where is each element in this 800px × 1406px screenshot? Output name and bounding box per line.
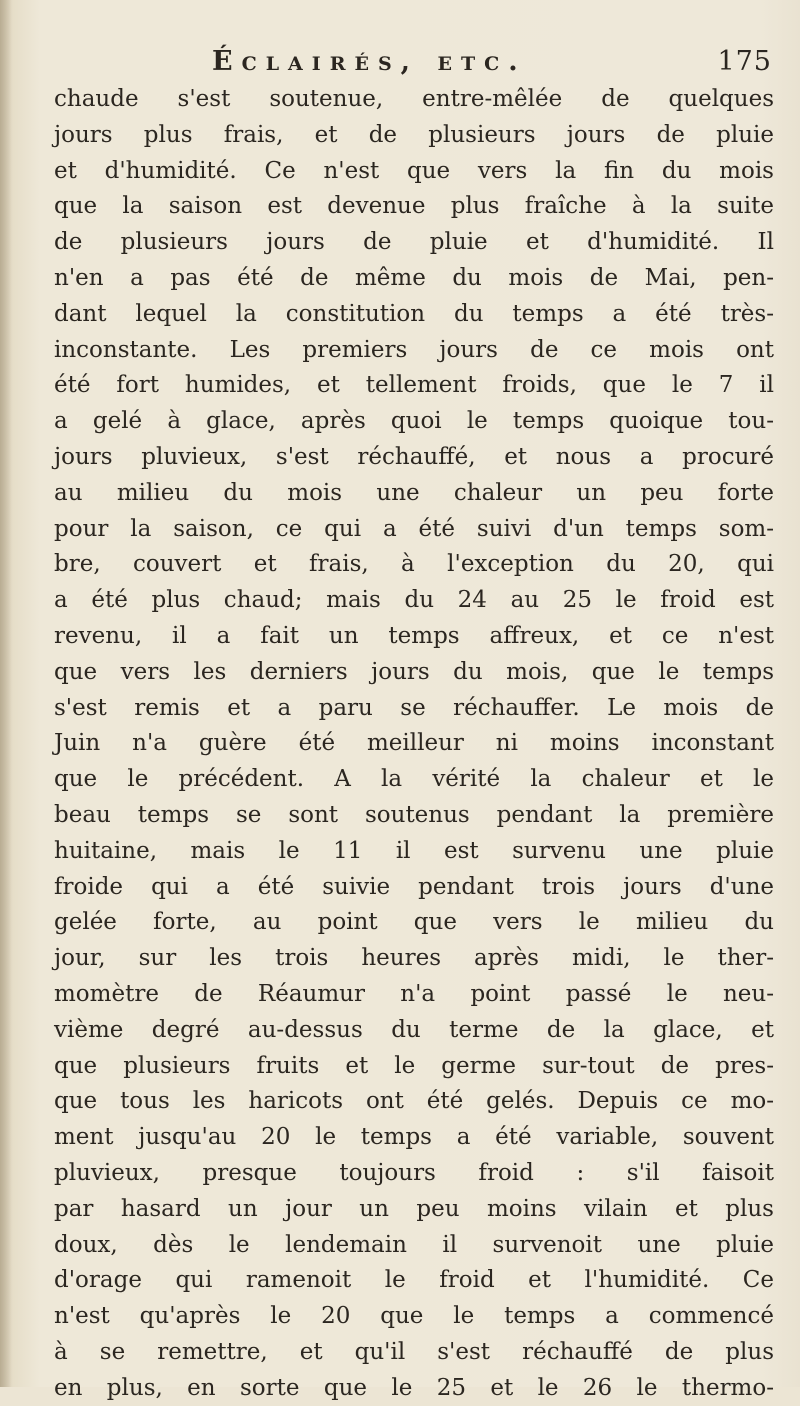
text-line: a été plus chaud; mais du 24 au 25 le froid est — [54, 587, 774, 614]
text-line: pour la saison, ce qui a été suivi d'un temps som- — [54, 515, 774, 542]
text-line: à se remettre, et qu'il s'est réchauffé de plus — [54, 1338, 774, 1365]
text-line: jours plus frais, et de plusieurs jours de pluie — [54, 121, 774, 148]
text-line: jour, sur les trois heures après midi, le ther- — [54, 945, 774, 972]
page-gutter-shadow — [0, 0, 12, 1387]
body-text — [54, 82, 774, 1406]
running-header — [212, 42, 772, 82]
text-line: au milieu du mois une chaleur un peu forte — [54, 479, 774, 506]
text-line: gelée forte, au point que vers le milieu du — [54, 909, 774, 936]
text-line: pluvieux, presque toujours froid : s'il faisoit — [54, 1159, 774, 1186]
text-line: en plus, en sorte que le 25 et le 26 le thermo- — [54, 1374, 774, 1401]
text-line: froide qui a été suivie pendant trois jours d'une — [54, 873, 774, 900]
text-line: vième degré au-dessus du terme de la glace, et — [54, 1016, 774, 1043]
text-line: n'en a pas été de même du mois de Mai, pen- — [54, 264, 774, 291]
text-line: que plusieurs fruits et le germe sur-tout de pres- — [54, 1052, 774, 1079]
text-line: n'est qu'après le 20 que le temps a commencé — [54, 1303, 774, 1330]
text-line: été fort humides, et tellement froids, que le 7 il — [54, 372, 774, 399]
running-title: Éclairés, etc. — [212, 46, 527, 77]
text-line: que tous les haricots ont été gelés. Depuis ce mo- — [54, 1088, 774, 1115]
page-number: 175 — [717, 46, 772, 77]
text-line: d'orage qui ramenoit le froid et l'humidité. Ce — [54, 1267, 774, 1294]
text-line: chaude s'est soutenue, entre-mêlée de quelques — [54, 86, 774, 112]
text-line: revenu, il a fait un temps affreux, et ce n'est — [54, 622, 774, 649]
text-line: et d'humidité. Ce n'est que vers la fin du mois — [54, 157, 774, 184]
text-line: beau temps se sont soutenus pendant la première — [54, 801, 774, 828]
text-line: ment jusqu'au 20 le temps a été variable, souvent — [54, 1124, 774, 1151]
text-line: doux, dès le lendemain il survenoit une pluie — [54, 1231, 774, 1258]
text-line: de plusieurs jours de pluie et d'humidité. Il — [54, 229, 774, 256]
text-line: momètre de Réaumur n'a point passé le neu- — [54, 980, 774, 1007]
text-line: a gelé à glace, après quoi le temps quoique tou- — [54, 408, 774, 435]
text-line: Juin n'a guère été meilleur ni moins inconstant — [54, 730, 774, 757]
text-line: que vers les derniers jours du mois, que le temps — [54, 658, 774, 685]
text-line: que la saison est devenue plus fraîche à la suite — [54, 193, 774, 220]
text-line: bre, couvert et frais, à l'exception du 20, qui — [54, 551, 774, 578]
text-line: dant lequel la constitution du temps a été très- — [54, 300, 774, 327]
text-line: que le précédent. A la vérité la chaleur et le — [54, 766, 774, 793]
text-line: huitaine, mais le 11 il est survenu une pluie — [54, 837, 774, 864]
text-line: jours pluvieux, s'est réchauffé, et nous a procuré — [54, 443, 774, 470]
text-line: s'est remis et a paru se réchauffer. Le mois de — [54, 694, 774, 721]
text-line: par hasard un jour un peu moins vilain et plus — [54, 1195, 774, 1222]
text-line: inconstante. Les premiers jours de ce mois ont — [54, 336, 774, 363]
